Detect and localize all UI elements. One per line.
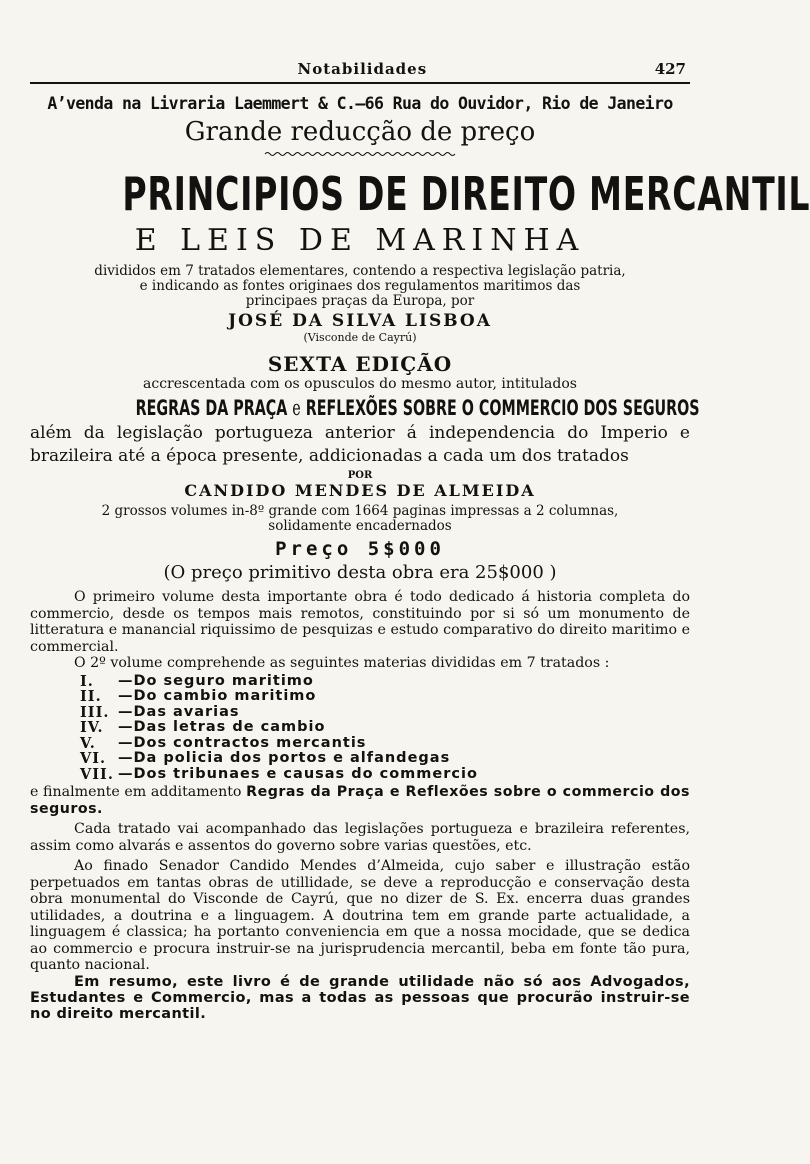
list-item: V. —Dos contractos mercantis [80, 734, 367, 752]
author-title: (Visconde de Cayrú) [303, 331, 417, 344]
original-price: (O preço primitivo desta obra era 25$000 ) [163, 562, 557, 583]
paragraph-senator: Ao finado Senador Candido Mendes d’Almeida, cujo saber e illustração estão perpetuados em tantas obras de utillidade, se deve a reproducção e conservação desta obra monumental do Visconde de Cayrú, que no dizer de S. Ex. encerra duas grandes utilidades, a doutrina e a linguagem. A doutrina tem em grande parte actualidade, a linguagem é classica; ha portanto conveniencia em que a nossa mocidade, que se dedica ao commercio e procura instruir-se na jurisprudencia mercantil, beba em fonte tão pura, quanto nacional. [30, 858, 690, 973]
description-line: e indicando as fontes originaes dos regulamentos maritimos das [139, 278, 581, 294]
sale-line: A’venda na Livraria Laemmert & C.—66 Rua do Ouvidor, Rio de Janeiro [47, 94, 673, 113]
opuscules-title [135, 396, 700, 420]
opuscule-conjunction: e [292, 396, 301, 420]
list-item: II. —Do cambio maritimo [80, 688, 317, 705]
opuscule-1: REGRAS DA PRAÇA [135, 396, 288, 420]
finally-bold: Regras da Praça e Reflexões sobre o commercio dos seguros. [30, 784, 690, 817]
page-header [30, 60, 690, 84]
opuscule-2: REFLEXÕES SOBRE O COMMERCIO DOS SEGUROS [305, 396, 700, 420]
editor-name: CANDIDO MENDES DE ALMEIDA [184, 481, 536, 500]
list-item: VII. —Dos tribunaes e causas do commercio [80, 765, 478, 783]
paragraph-finally [30, 784, 690, 817]
description-line: principaes praças da Europa, por [245, 293, 475, 309]
wavy-rule [265, 151, 455, 157]
list-item: IV. —Das letras de cambio [80, 719, 326, 736]
finally-prefix: e finalmente em additamento [30, 784, 242, 800]
price-reduction-heading: Grande reducção de preço [184, 117, 536, 147]
paragraph-first-volume: O primeiro volume desta importante obra é todo dedicado á historia completa do commercio, desde os tempos mais remotos, constituindo por si só um monumento de litteratura e manancial riquissimo de pesquizas e estudo comparativo do direito maritimo e commercial. [30, 589, 690, 655]
paragraph-summary: Em resumo, este livro é de grande utilidade não só aos Advogados, Estudantes e Commercio, mas a todas as pessoas que procurão instruir-se no direito mercantil. [30, 973, 690, 1022]
volumes-info [30, 504, 690, 534]
book-subtitle: E LEIS DE MARINHA [134, 223, 586, 258]
treatise-list [80, 674, 690, 783]
por-label: POR [347, 470, 373, 481]
edition-heading: SEXTA EDIÇÃO [267, 352, 453, 376]
running-title: Notabilidades [297, 60, 428, 78]
advertisement-page [30, 60, 810, 1022]
list-item: VI. —Da policia dos portos e alfandegas [80, 750, 451, 767]
list-item: I. —Do seguro maritimo [80, 672, 314, 690]
author-name: JOSÉ DA SILVA LISBOA [228, 311, 492, 331]
list-item: III. —Das avarias [80, 703, 240, 721]
paragraph-legislation: Cada tratado vai acompanhado das legislações portugueza e brazileira referentes, assim como alvarás e assentos do governo sobre varias questões, etc. [30, 821, 690, 854]
volumes-line: 2 grossos volumes in-8º grande com 1664 paginas impressas a 2 columnas, [101, 503, 619, 519]
description [30, 264, 690, 309]
volumes-line: solidamente encadernados [268, 518, 452, 534]
paragraph-second-volume: O 2º volume comprehende as seguintes materias divididas em 7 tratados : [74, 655, 610, 671]
book-title: PRINCIPIOS DE DIREITO MERCANTIL [122, 167, 810, 221]
page-number: 427 [654, 60, 686, 78]
legislation-text: além da legislação portugueza anterior á independencia do Imperio e brazileira até a época presente, addicionadas a cada um dos tratados [30, 423, 690, 466]
price: Preço 5$000 [275, 538, 445, 560]
augmented-note: accrescentada com os opusculos do mesmo autor, intitulados [143, 376, 577, 392]
description-line: divididos em 7 tratados elementares, contendo a respectiva legislação patria, [94, 263, 626, 279]
